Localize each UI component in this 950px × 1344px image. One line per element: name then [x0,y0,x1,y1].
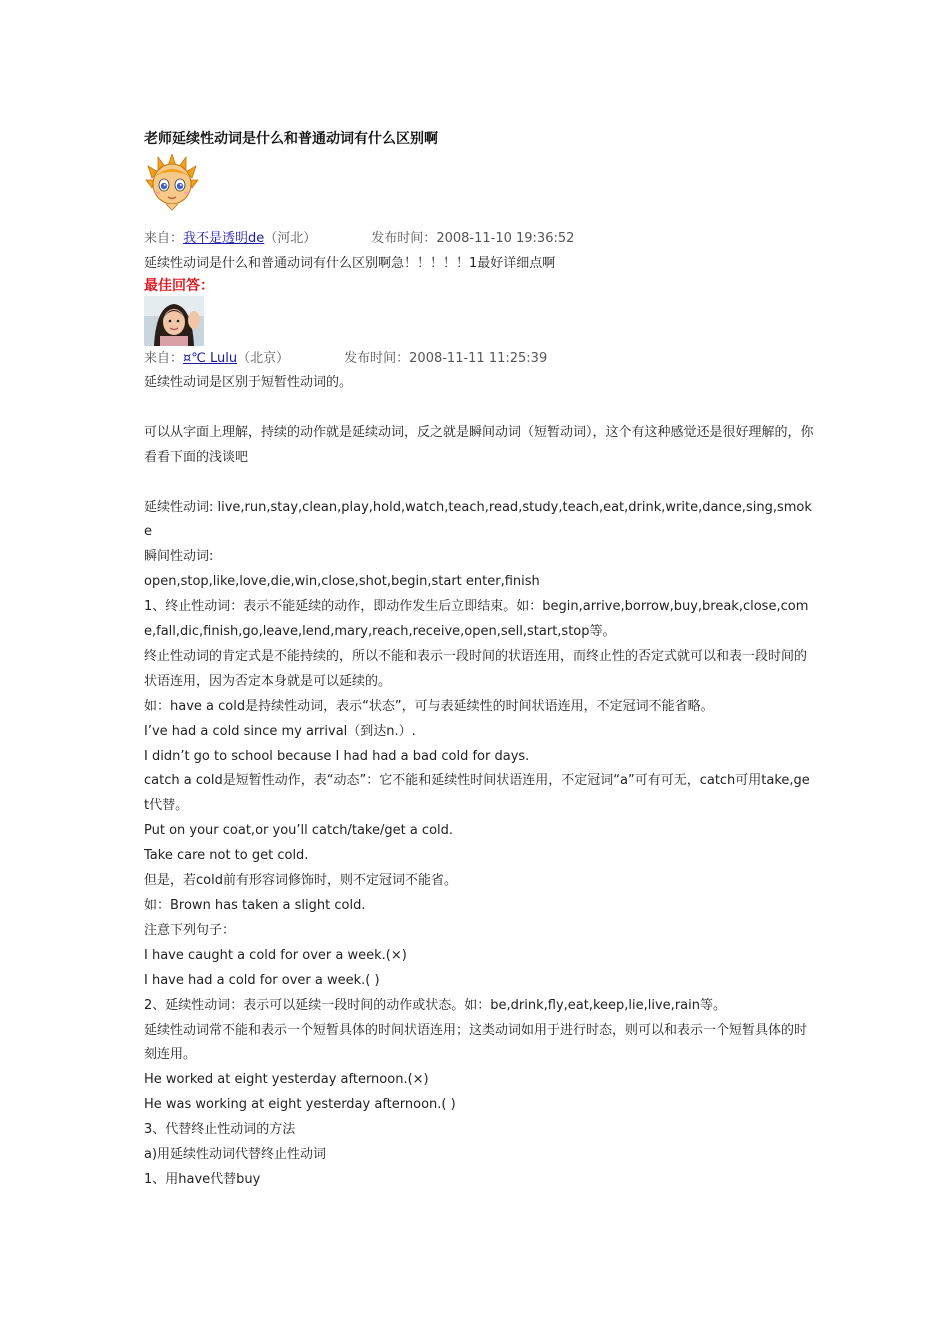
answer-line: 延续性动词: live,run,stay,clean,play,hold,watch,teach,read,study,teach,eat,drink,write,dance,sing,smoke [144,499,812,540]
time-label: 发布时间： [344,351,410,366]
answer-line: a)用延续性动词代替终止性动词 [144,1147,327,1163]
answer-line: I have had a cold for over a week.( ) [144,972,380,988]
asker-location: （河北） [264,231,317,246]
answer-line: 注意下列句子： [144,922,236,938]
best-answer-heading: 最佳回答： [144,278,214,294]
answer-line: 延续性动词是区别于短暂性动词的。 [144,375,353,390]
question-body: 延续性动词是什么和普通动词有什么区别啊急！！！！！1最好详细点啊 [144,256,556,271]
answer-line: 可以从字面上理解，持续的动作就是延续动词，反之就是瞬间动词（短暂动词），这个有这种感觉还是很好理解的，你看看下面的浅谈吧 [144,424,814,465]
answer-line: 但是，若cold前有形容词修饰时，则不定冠词不能省。 [144,873,457,889]
answer-line: open,stop,like,love,die,win,close,shot,begin,start enter,finish [144,574,540,590]
asker-user-link[interactable]: 我不是透明de [183,231,265,246]
answer-line: 如：Brown has taken a slight cold. [144,898,366,913]
asker-avatar [144,154,200,212]
answer-meta [144,346,814,371]
time-label: 发布时间： [371,231,437,246]
answer-line: 延续性动词常不能和表示一个短暂具体的时间状语连用；这类动词如用于进行时态，则可以和表示一个短暂具体的时刻连用。 [144,1022,808,1063]
answer-line: Put on your coat,or you’ll catch/take/get a cold. [144,823,454,839]
question-meta [144,226,814,251]
question-title: 老师延续性动词是什么和普通动词有什么区别啊 [144,131,438,147]
answer-line [144,396,814,421]
answer-line: 2、延续性动词：表示可以延续一段时间的动作或状态。如：be,drink,fly,eat,keep,lie,live,rain等。 [144,997,726,1013]
answer-body [144,371,814,1193]
answer-line: catch a cold是短暂性动作，表“动态”：它不能和延续性时间状语连用，不定冠词“a”可有可无，catch可用take,get代替。 [144,773,810,814]
answer-line: 3、代替终止性动词的方法 [144,1122,296,1138]
answerer-location: （北京） [237,351,290,366]
answer-time: 2008-11-11 11:25:39 [409,351,548,366]
answerer-user-link[interactable]: ¤℃ Lulu [183,351,238,366]
answer-line: I’ve had a cold since my arrival（到达n.）. [144,723,416,739]
answer-line: Take care not to get cold. [144,848,309,864]
answer-line: I have caught a cold for over a week.(×) [144,947,407,963]
question-time: 2008-11-10 19:36:52 [436,231,575,246]
from-label: 来自： [144,231,184,246]
answer-line: 1、终止性动词：表示不能延续的动作，即动作发生后立即结束。如：begin,arrive,borrow,buy,break,close,come,fall,dic,finish,go,leave,lend,mary,reach,receive,open,sell,start,stop等。 [144,599,809,640]
answer-line [144,471,814,496]
answer-line: He worked at eight yesterday afternoon.(×) [144,1072,429,1088]
answer-line: 瞬间性动词: [144,549,214,565]
answer-line: He was working at eight yesterday afternoon.( ) [144,1097,456,1113]
from-label: 来自： [144,351,184,366]
answer-line: 终止性动词的肯定式是不能持续的，所以不能和表示一段时间的状语连用，而终止性的否定式就可以和表一段时间的状语连用，因为否定本身就是可以延续的。 [144,648,808,689]
answer-line: 1、用have代替buy [144,1171,261,1187]
answer-line: I didn’t go to school because I had had a bad cold for days. [144,748,530,764]
answerer-avatar [144,296,204,346]
answer-line: 如：have a cold是持续性动词，表示“状态”，可与表延续性的时间状语连用，不定冠词不能省略。 [144,698,714,714]
document-page [144,128,814,1193]
